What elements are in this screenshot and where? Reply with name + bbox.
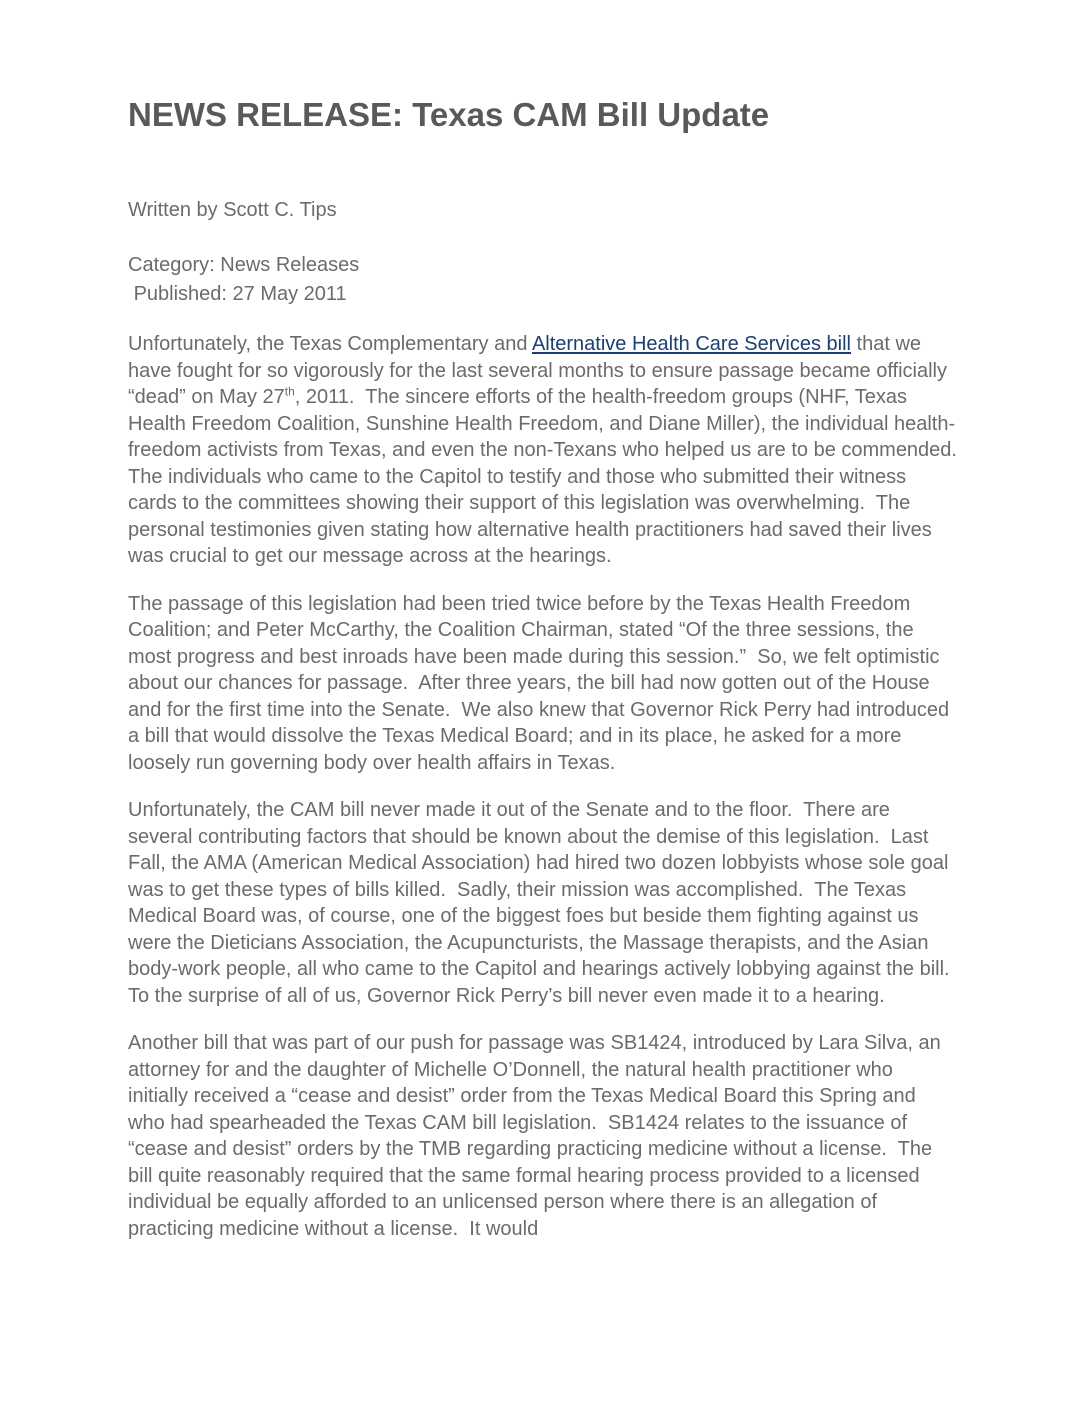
published-line: Published: 27 May 2011 (128, 283, 347, 305)
paragraph-1-after-ordinal: , 2011. The sincere efforts of the health-freedom groups (NHF, Texas Health Freedom Coalition, Sunshine Health Freedom, and Diane Miller), the individual health-freedom activists from Texas, and even the non-Texans who helped us are to be commended. The individuals who came to the Capitol to testify and those who submitted their witness cards to the committees showing their support of this legislation was overwhelming. The personal testimonies given stating how alternative health practitioners had saved their lives was crucial to get our message across at the hearings. (128, 386, 968, 567)
ordinal-suffix: th (284, 384, 295, 399)
paragraph-3: Unfortunately, the CAM bill never made it out of the Senate and to the floor. There are several contributing factors that should be known about the demise of this legislation. Last Fall, the AMA (American Medical Association) had hired two dozen lobbyists whose sole goal was to get these types of bills killed. Sadly, their mission was accomplished. The Texas Medical Board was, of course, one of the biggest foes but beside them fighting against us were the Dieticians Association, the Acupuncturists, the Massage therapists, and the Asian body-work people, all who came to the Capitol and hearings actively lobbying against the bill. To the surprise of all of us, Governor Rick Perry’s bill never even made it to a hearing. (128, 799, 961, 1007)
alternative-health-care-bill-link[interactable]: Alternative Health Care Services bill (531, 333, 851, 355)
article-meta (128, 251, 958, 309)
article-body (128, 331, 968, 1242)
category-line: Category: News Releases (128, 254, 360, 276)
paragraph-2: The passage of this legislation had been tried twice before by the Texas Health Freedom Coalition; and Peter McCarthy, the Coalition Chairman, stated “Of the three sessions, the most progress and best inroads have been made during this session.” So, we felt optimistic about our chances for passage. After three years, the bill had now gotten out of the House and for the first time into the Senate. We also knew that Governor Rick Perry had introduced a bill that would dissolve the Texas Medical Board; and in its place, he asked for a more loosely run governing body over health affairs in Texas. (128, 592, 955, 774)
page-title: NEWS RELEASE: Texas CAM Bill Update (128, 96, 770, 133)
paragraph-1-before-link: Unfortunately, the Texas Complementary and (128, 333, 532, 355)
byline: Written by Scott C. Tips (128, 199, 337, 221)
paragraph-4: Another bill that was part of our push for passage was SB1424, introduced by Lara Silva, an attorney for and the daughter of Michelle O’Donnell, the natural health practitioner who initially received a “cease and desist” order from the Texas Medical Board this Spring and who had spearheaded the Texas CAM bill legislation. SB1424 relates to the issuance of “cease and desist” orders by the TMB regarding practicing medicine without a license. The bill quite reasonably required that the same formal hearing process provided to a licensed individual be equally afforded to an unlicensed person where there is an allegation of practicing medicine without a license. It would (128, 1032, 947, 1240)
paragraph-1 (128, 331, 968, 570)
paragraph-1-after-link: that we have fought for so vigorously for the last several months to ensure passage became officially “dead” on May 27 (128, 333, 953, 408)
